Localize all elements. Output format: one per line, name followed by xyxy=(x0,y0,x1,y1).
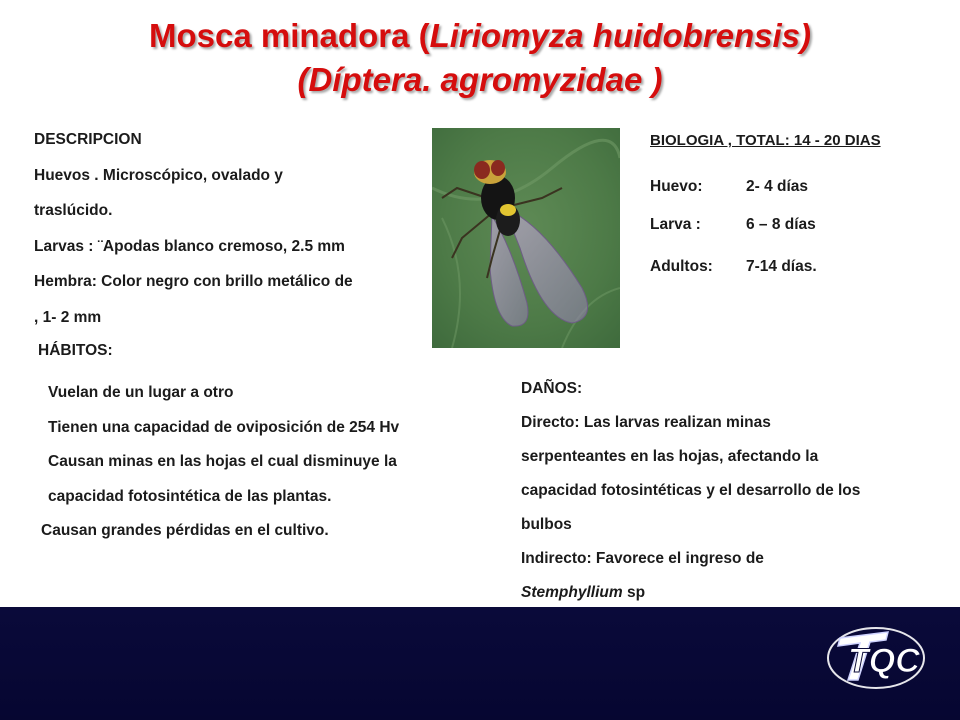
biologia-label: Adultos: xyxy=(650,258,713,275)
title-common-name: Mosca minadora ( xyxy=(149,17,430,54)
danos-line: Indirecto: Favorece el ingreso de xyxy=(521,550,764,567)
biologia-heading: BIOLOGIA , TOTAL: 14 - 20 DIAS xyxy=(650,132,881,149)
biologia-row-huevo xyxy=(650,178,808,196)
danos-line: serpenteantes en las hojas, afectando la xyxy=(521,448,819,465)
danos-line: bulbos xyxy=(521,516,572,533)
tqc-logo xyxy=(818,618,928,698)
danos-line: Directo: Las larvas realizan minas xyxy=(521,414,771,431)
habitos-heading: HÁBITOS: xyxy=(38,342,113,359)
descripcion-line: Huevos . Microscópico, ovalado y xyxy=(34,166,283,184)
habitos-line: Vuelan de un lugar a otro xyxy=(48,384,234,401)
descripcion-line: Hembra: Color negro con brillo metálico de xyxy=(34,273,353,290)
title-line-1 xyxy=(0,14,960,58)
title-scientific-name: Liriomyza huidobrensis) xyxy=(429,17,811,54)
biologia-row-adultos xyxy=(650,258,817,276)
descripcion-section xyxy=(34,122,353,335)
danos-organism: Stemphyllium xyxy=(521,584,623,601)
biologia-label: Larva : xyxy=(650,216,701,233)
title-line-2 xyxy=(0,58,960,102)
title-taxonomy: (Díptera. agromyzidae ) xyxy=(297,61,663,98)
descripcion-line: Larvas : ¨Apodas blanco cremoso, 2.5 mm xyxy=(34,237,345,255)
danos-organism-line xyxy=(521,576,860,610)
biologia-label: Huevo: xyxy=(650,178,703,195)
habitos-line: capacidad fotosintética de las plantas. xyxy=(48,487,332,505)
descripcion-line: , 1- 2 mm xyxy=(34,308,102,326)
biologia-value: 2- 4 días xyxy=(746,178,809,195)
danos-section xyxy=(521,372,860,610)
descripcion-heading: DESCRIPCION xyxy=(34,131,142,148)
fly-photo xyxy=(432,128,620,348)
biologia-value: 6 – 8 días xyxy=(746,216,816,233)
danos-organism-suffix: sp xyxy=(622,584,646,601)
habitos-line: Causan minas en las hojas el cual disminuye la xyxy=(48,453,397,470)
danos-line: capacidad fotosintéticas y el desarrollo de los xyxy=(521,482,861,499)
tqc-logo-text: TQC xyxy=(848,642,920,680)
biologia-row-larva xyxy=(650,216,816,234)
descripcion-line: traslúcido. xyxy=(34,202,113,219)
habitos-line: Causan grandes pérdidas en el cultivo. xyxy=(41,522,329,539)
danos-heading: DAÑOS: xyxy=(521,380,583,397)
biologia-value: 7-14 días. xyxy=(746,258,817,275)
slide-title xyxy=(0,14,960,102)
habitos-list xyxy=(41,376,400,549)
footer-bar xyxy=(0,607,960,720)
habitos-line: Tienen una capacidad de oviposición de 254 Hv xyxy=(48,418,400,436)
